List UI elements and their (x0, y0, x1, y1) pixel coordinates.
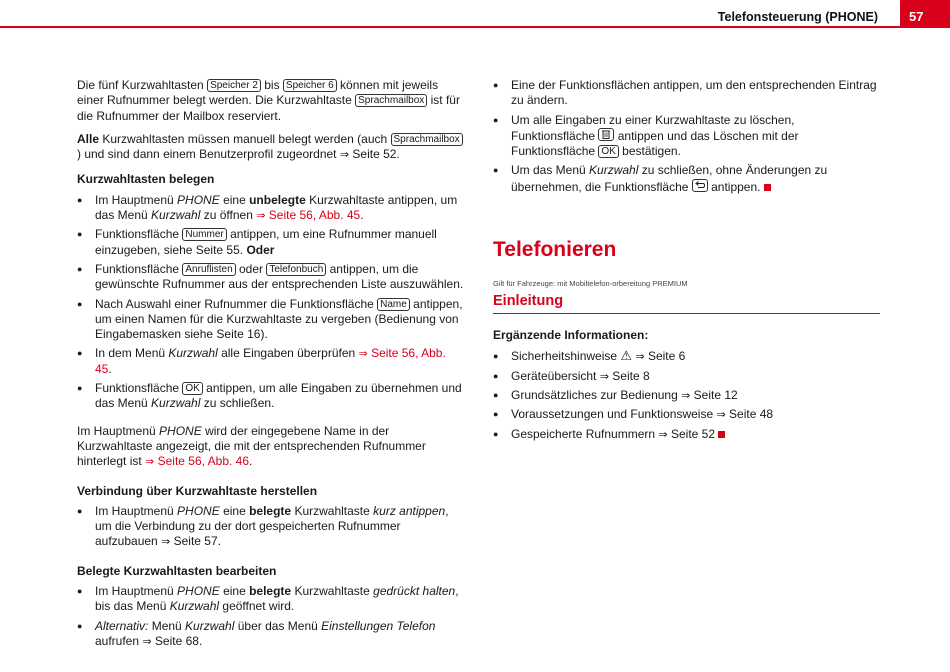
warning-triangle-icon: ⚠ (620, 349, 633, 365)
list-item: ● Um das Menü Kurzwahl zu schließen, ohne Änderungen zu übernehmen, die Funktionsfläche antippen. (493, 163, 880, 195)
cross-reference-link[interactable]: Seite 56, Abb. 46 (154, 454, 250, 469)
right-column (493, 78, 880, 446)
cross-reference-link[interactable]: Seite 56, Abb. 45 (265, 208, 361, 223)
list-item: ● In dem Menü Kurzwahl alle Eingaben überprüfen ⇒ Seite 56, Abb. 45. (77, 346, 464, 377)
heading-bearbeiten: Belegte Kurzwahltasten bearbeiten (77, 563, 277, 578)
page-reference: Seite 12 (690, 387, 738, 402)
chapter-title: Telefonsteuerung (PHONE) (717, 10, 878, 24)
list-item: ● Funktionsfläche OK antippen, um alle Eingaben zu übernehmen und das Menü Kurzwahl zu schließen. (77, 381, 464, 412)
list-item: ● Grundsätzliches zur Bedienung ⇒ Seite 12 (493, 388, 880, 403)
end-of-section-marker (764, 184, 771, 191)
paragraph-name-angezeigt: Im Hauptmenü PHONE wird der eingegebene Name in der Kurzwahltaste angezeigt, die mit der entsprechenden Rufnummer hinterlegt ist ⇒ Seite 56, Abb. 46. (77, 423, 426, 469)
page-reference: Seite 52 (667, 426, 716, 441)
list-item: ● Sicherheitshinweise ⚠ ⇒ Seite 6 (493, 349, 880, 364)
paragraph-alle: Alle Kurzwahltasten müssen manuell belegt werden (auch Sprachmailbox) und sind dann einem Benutzerprofil zugeordnet ⇒ Seite 52. (77, 132, 464, 163)
left-column (77, 78, 464, 653)
list-item: ● Gespeicherte Rufnummern ⇒ Seite 52 (493, 427, 880, 442)
paragraph-speicher: Die fünf Kurzwahltasten Speicher 2 bis Speicher 6 können mit jeweils einer Rufnummer belegt werden. Die Kurzwahltaste Sprachmailbox ist für die Rufnummer der Mailbox reserviert. (77, 78, 460, 123)
key-speicher-2: Speicher 2 (207, 79, 261, 92)
list-item: ● Geräteübersicht ⇒ Seite 8 (493, 369, 880, 384)
key-nummer: Nummer (182, 228, 226, 241)
list-item: ● Eine der Funktionsflächen antippen, um den entsprechenden Eintrag zu ändern. (493, 78, 880, 109)
page-reference: Seite 48 (725, 407, 774, 422)
list-item: ● Um alle Eingaben zu einer Kurzwahltaste zu löschen, Funktionsfläche antippen und das Löschen mit der Funktionsfläche OK bestätigen. (493, 113, 880, 160)
trash-icon (598, 128, 614, 141)
back-arrow-icon (692, 179, 708, 192)
key-name: Name (377, 298, 410, 311)
key-anruflisten: Anruflisten (182, 263, 235, 276)
section-title: Telefonieren (493, 238, 617, 262)
list-item: ● Im Hauptmenü PHONE eine unbelegte Kurzwahltaste antippen, um das Menü Kurzwahl zu öffnen ⇒ Seite 56, Abb. 45. (77, 193, 464, 224)
list-item: ● Voraussetzungen und Funktionsweise ⇒ Seite 48 (493, 407, 880, 422)
page-reference: Seite 8 (608, 368, 650, 383)
list-item: ● Funktionsfläche Anruflisten oder Telefonbuch antippen, um die gewünschte Rufnummer aus der entsprechenden Liste auszuwählen. (77, 262, 464, 293)
header-rule (0, 26, 950, 28)
heading-kurzwahltasten-belegen: Kurzwahltasten belegen (77, 172, 215, 187)
cross-reference-link[interactable]: Seite 56, Abb. 45 (95, 346, 446, 376)
heading-verbindung: Verbindung über Kurzwahltaste herstellen (77, 483, 318, 498)
info-heading: Ergänzende Informationen: (493, 328, 649, 343)
page-header (0, 0, 950, 28)
page-number: 57 (909, 9, 924, 24)
end-of-section-marker (718, 431, 725, 438)
page-number-box (900, 0, 950, 28)
key-speicher-6: Speicher 6 (283, 79, 337, 92)
list-item: ● Nach Auswahl einer Rufnummer die Funktionsfläche Name antippen, um einen Namen für die Kurzwahltaste zu vergeben (Bedienung von Eingabemasken siehe Seite 16). (77, 297, 464, 343)
key-ok: OK (182, 382, 202, 395)
scope-note: Gilt für Fahrzeuge: mit Mobiltelefon-orbereitung PREMIUM (493, 279, 688, 289)
page-reference: Seite 6 (644, 349, 686, 364)
list-item: ● Im Hauptmenü PHONE eine belegte Kurzwahltaste gedrückt halten, bis das Menü Kurzwahl geöffnet wird. (77, 584, 464, 615)
key-telefonbuch: Telefonbuch (266, 263, 326, 276)
list-item: ● Im Hauptmenü PHONE eine belegte Kurzwahltaste kurz antippen, um die Verbindung zu der dort gespeicherten Rufnummer aufzubauen ⇒ Seite 57. (77, 504, 464, 550)
subsection-heading: Einleitung (493, 292, 880, 314)
key-sprachmailbox: Sprachmailbox (391, 133, 463, 146)
list-item: ● Alternativ: Menü Kurzwahl über das Menü Einstellungen Telefon aufrufen ⇒ Seite 68. (77, 619, 464, 650)
key-sprachmailbox: Sprachmailbox (355, 94, 427, 107)
key-ok: OK (598, 145, 618, 158)
list-item: ● Funktionsfläche Nummer antippen, um eine Rufnummer manuell einzugeben, siehe Seite 55. Oder (77, 227, 464, 258)
